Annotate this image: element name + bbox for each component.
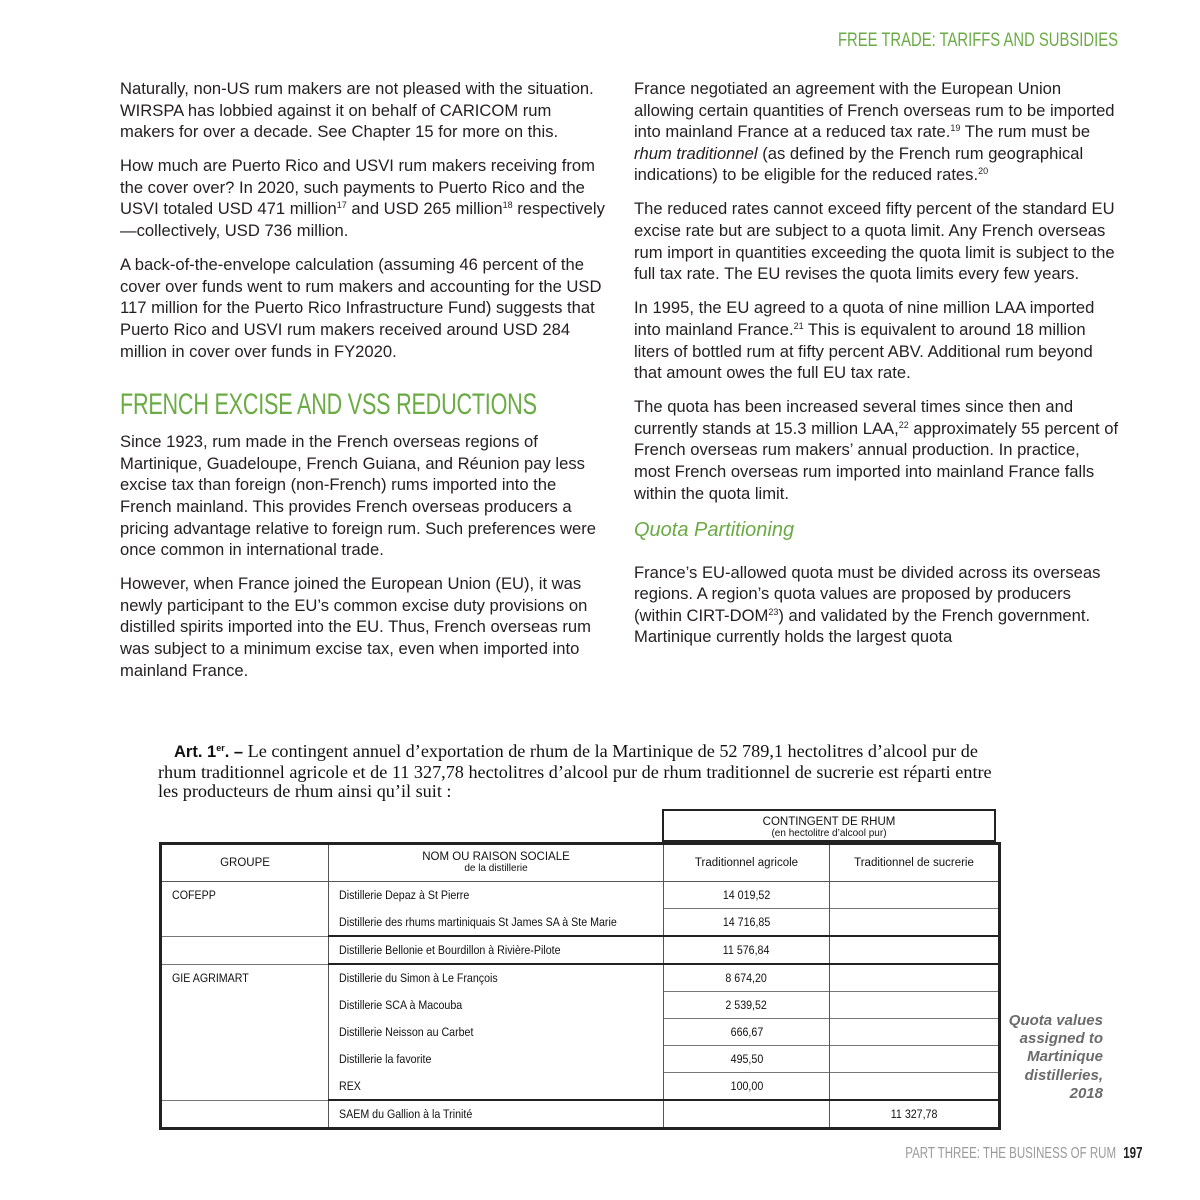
subsection-heading: Quota Partitioning [634,518,795,541]
paragraph: Naturally, non-US rum makers are not pleased with the situation. WIRSPA has lobbied against it on behalf of CARICOM rum makers for over a decade. See Chapter 15 for more on this. [120,79,594,142]
col-header-groupe: GROUPE [161,844,329,882]
section-heading: FRENCH EXCISE AND VSS REDUCTIONS [120,388,537,422]
page-number: 197 [1122,1145,1142,1162]
page-footer [905,1145,1142,1163]
footnote-ref[interactable]: 18 [502,200,513,211]
table-row: COFEPP Distillerie Depaz à St Pierre 14 019,52 [161,882,1000,909]
table-row: Distillerie Bellonie et Bourdillon à Rivière-Pilote 11 576,84 [161,936,1000,964]
footnote-ref[interactable]: 17 [336,200,347,211]
footnote-ref[interactable]: 22 [898,419,909,430]
paragraph: However, when France joined the European Union (EU), it was newly participant to the EU’s common excise duty provisions on distilled spirits imported into the EU. Thus, French overseas rum was subject to a minimum excise tax, even when imported into mainland France. [120,574,591,680]
table-row: Distillerie Neisson au Carbet 666,67 [161,1019,1000,1046]
table-row: Distillerie la favorite 495,50 [161,1046,1000,1073]
table-row: REX 100,00 [161,1073,1000,1101]
col-header-nom: NOM OU RAISON SOCIALE de la distillerie [329,844,664,882]
paragraph: The quota has been increased several times since then and currently stands at 15.3 million LAA,$^{22}$ approximately 55 percent of French overseas rum makers’ annual production. In practice, most French overseas rum imported into mainland France falls within the quota limit. [634,397,1119,503]
contingent-header: CONTINGENT DE RHUM (en hectolitre d’alcool pur) [662,809,996,842]
right-column [634,78,1120,661]
table-row: GIE AGRIMART Distillerie du Simon à Le François 8 674,20 [161,964,1000,992]
paragraph: A back-of-the-envelope calculation (assuming 46 percent of the cover over funds went to rum makers and accounting for the USD 117 million for the Puerto Rico Infrastructure Fund) suggests that Puerto Rico and USVI rum makers received around USD 284 million in cover over funds in FY2020. [120,255,602,361]
article-excerpt [158,742,1000,802]
quota-grid [159,842,1001,1130]
part-label: PART THREE: THE BUSINESS OF RUM [904,1145,1116,1162]
paragraph: In 1995, the EU agreed to a quota of nine million LAA imported into mainland France.$^{21}$ This is equivalent to around 18 million liters of bottled rum at fifty percent ABV. Additional rum beyond that amount owes the full EU tax rate. [634,298,1095,383]
table-row: Distillerie des rhums martiniquais St James SA à Ste Marie 14 716,85 [161,909,1000,937]
paragraph: Since 1923, rum made in the French overseas regions of Martinique, Guadeloupe, French Guiana, and Réunion pay less excise tax than foreign (non-French) rums imported into the French mainland. This provides French overseas producers a pricing advantage relative to foreign rum. Such preferences were once common in international trade. [120,432,596,560]
footnote-ref[interactable]: 19 [950,123,961,134]
footnote-ref[interactable]: 23 [768,606,779,617]
table-row: SAEM du Gallion à la Trinité 11 327,78 [161,1100,1000,1129]
col-header-sucrerie: Traditionnel de sucrerie [830,844,1000,882]
paragraph: France negotiated an agreement with the European Union allowing certain quantities of French overseas rum to be imported into mainland France at a reduced tax rate.$^{19}$ The rum must be rhum traditionnel (as defined by the French rum geographical indications) to be eligible for the reduced rates.$^{20}$ [634,79,1115,185]
footnote-ref[interactable]: 20 [978,166,989,177]
figure-caption: Quota values assigned to Martinique distilleries, 2018 [1008,1012,1103,1102]
table-row: Distillerie SCA à Macouba 2 539,52 [161,992,1000,1019]
left-column [120,78,606,694]
table-header-row [161,844,1000,882]
article-text: Le contingent annuel d’exportation de rhum de la Martinique de 52 789,1 hectolitres d’alcool pur de rhum traditionnel agricole et de 11 327,78 hectolitres d’alcool pur de rhum traditionnel de sucrerie est réparti entre les producteurs de rhum ainsi qu’il suit : [158,741,992,801]
running-head: FREE TRADE: TARIFFS AND SUBSIDIES [838,30,1118,51]
col-header-agricole: Traditionnel agricole [664,844,830,882]
paragraph: How much are Puerto Rico and USVI rum makers receiving from the cover over? In 2020, such payments to Puerto Rico and the USVI totaled USD 471 million$^{17}$ and USD 265 million$^{18}$ respectively—collectively, USD 736 million. [120,156,605,241]
paragraph: The reduced rates cannot exceed fifty percent of the standard EU excise rate but are subject to a quota limit. Any French overseas rum import in quantities exceeding the quota limit is subject to the full tax rate. The EU revises the quota limits every few years. [634,199,1115,284]
paragraph: France’s EU-allowed quota must be divided across its overseas regions. A region’s quota values are proposed by producers (within CIRT-DOM$^{23}$) and validated by the French government. Martinique currently holds the largest quota [634,562,1101,647]
emphasis: rhum traditionnel [634,143,758,163]
article-lead: Art. 1er. – [174,743,244,761]
footnote-ref[interactable]: 21 [793,320,804,331]
